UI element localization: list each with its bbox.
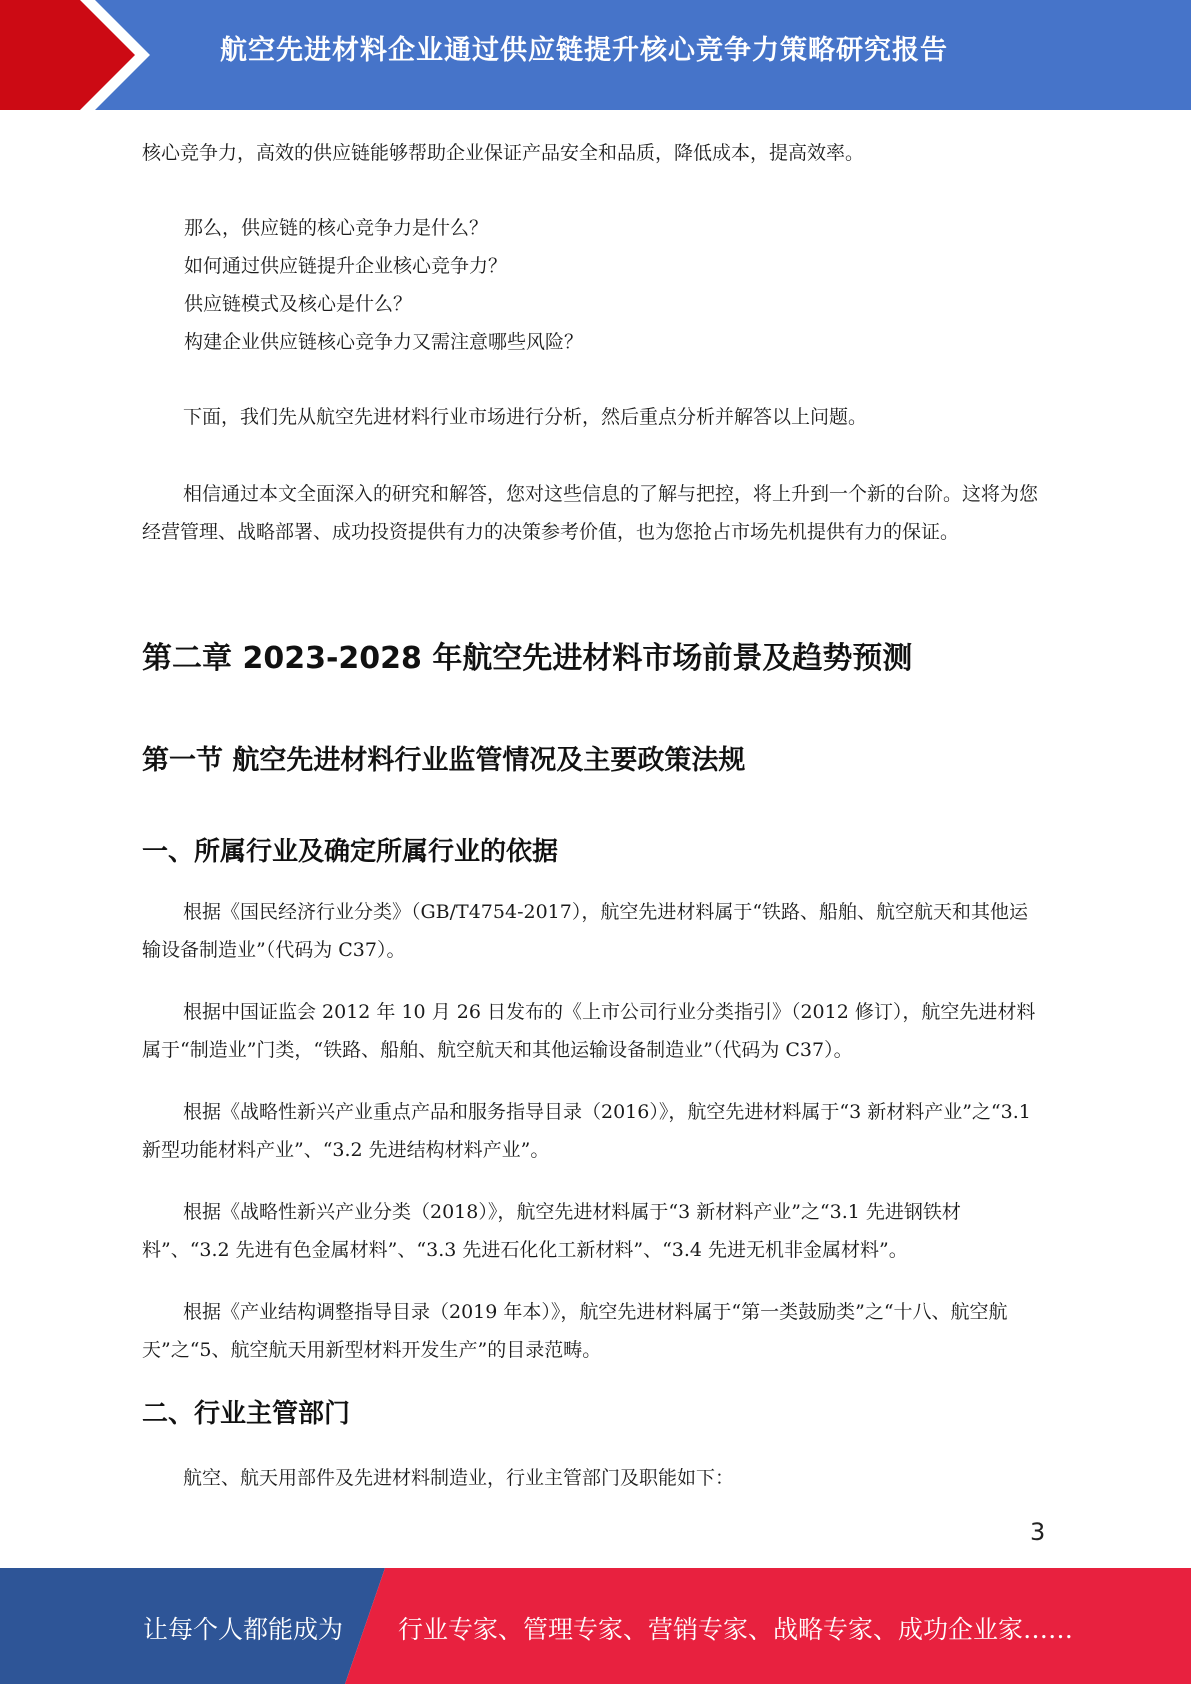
paragraph-classification: 根据《战略性新兴产业重点产品和服务指导目录（2016）》，航空先进材料属于“3 新材料产业”之“3.1 新型功能材料产业”、“3.2 先进结构材料产业”。 [142,1101,1031,1161]
paragraph-authority: 航空、航天用部件及先进材料制造业，行业主管部门及职能如下： [183,1467,735,1489]
page-number: 3 [1030,1518,1046,1546]
chapter-title: 第二章 2023-2028 年航空先进材料市场前景及趋势预测 [142,641,913,676]
header-arrow-icon [0,0,160,110]
page-footer [0,1568,1191,1684]
question-item: 那么，供应链的核心竞争力是什么？ [184,217,489,239]
question-item: 如何通过供应链提升企业核心竞争力？ [184,255,508,277]
paragraph-classification: 根据《国民经济行业分类》（GB/T4754-2017），航空先进材料属于“铁路、船舶、航空航天和其他运输设备制造业”（代码为 C37）。 [142,901,1029,961]
paragraph-classification: 根据《产业结构调整指导目录（2019 年本）》，航空先进材料属于“第一类鼓励类”之“十八、航空航天”之“5、航空航天用新型材料开发生产”的目录范畴。 [142,1301,1008,1361]
section-title: 第一节 航空先进材料行业监管情况及主要政策法规 [142,745,746,776]
paragraph-intro: 核心竞争力，高效的供应链能够帮助企业保证产品安全和品质，降低成本，提高效率。 [142,142,865,164]
header-title: 航空先进材料企业通过供应链提升核心竞争力策略研究报告 [220,35,948,66]
question-item: 供应链模式及核心是什么？ [184,293,413,315]
paragraph-classification: 根据《战略性新兴产业分类（2018）》，航空先进材料属于“3 新材料产业”之“3.1 先进钢铁材料”、“3.2 先进有色金属材料”、“3.3 先进石化化工新材料”、“3.4 先进无机非金属材料”。 [142,1201,961,1261]
subsection-title-industry: 一、所属行业及确定所属行业的依据 [142,837,559,867]
page-header [0,0,1191,110]
paragraph-classification: 根据中国证监会 2012 年 10 月 26 日发布的《上市公司行业分类指引》（2012 修订），航空先进材料属于“制造业”门类，“铁路、船舶、航空航天和其他运输设备制造业”（代码为 C37）。 [142,1001,1036,1061]
subsection-title-authority: 二、行业主管部门 [142,1399,351,1429]
footer-slogan-right: 行业专家、管理专家、营销专家、战略专家、成功企业家…… [398,1615,1074,1644]
paragraph-belief: 相信通过本文全面深入的研究和解答，您对这些信息的了解与把控，将上升到一个新的台阶。这将为您经营管理、战略部署、成功投资提供有力的决策参考价值，也为您抢占市场先机提供有力的保证。 [142,483,1039,543]
paragraph-analysis: 下面，我们先从航空先进材料行业市场进行分析，然后重点分析并解答以上问题。 [183,406,868,428]
footer-slogan-left: 让每个人都能成为 [143,1615,344,1644]
question-item: 构建企业供应链核心竞争力又需注意哪些风险？ [184,331,584,353]
